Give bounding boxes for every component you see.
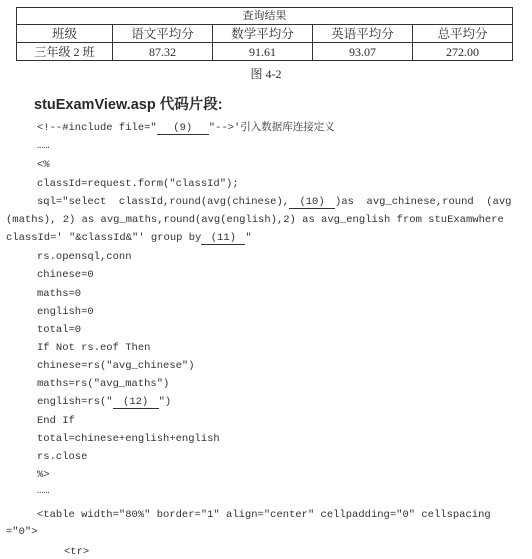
header-total-avg: 总平均分	[413, 25, 513, 43]
code-line: chinese=0	[37, 269, 94, 281]
code-line: rs.close	[37, 451, 88, 463]
code-line: english=0	[37, 306, 94, 318]
cell-english-avg: 93.07	[313, 43, 413, 61]
code-line: <tr>	[64, 546, 90, 558]
cell-chinese-avg: 87.32	[113, 43, 213, 61]
blank-11: (11)	[201, 232, 245, 245]
code-line: If Not rs.eof Then	[37, 342, 151, 354]
code-ellipsis: ……	[37, 485, 50, 497]
cell-class: 三年级 2 班	[17, 43, 113, 61]
code-line-sql: sql="select classId,round(avg(chinese), (10) )as avg_chinese,round (avg	[37, 196, 512, 208]
blank-10: (10)	[289, 196, 335, 209]
cell-maths-avg: 91.61	[213, 43, 313, 61]
code-line-english: english=rs(" (12) ")	[37, 396, 172, 408]
header-maths-avg: 数学平均分	[213, 25, 313, 43]
figure-label: 图 4-2	[250, 67, 282, 81]
code-line: <%	[37, 159, 50, 171]
code-line-include: <!--#include file=" (9) "-->'引入数据库连接定义	[37, 122, 335, 134]
code-line: classId=request.form("classId");	[37, 178, 239, 190]
header-english-avg: 英语平均分	[313, 25, 413, 43]
code-ellipsis: ……	[37, 140, 50, 152]
code-line: maths=0	[37, 288, 82, 300]
table-row	[17, 43, 513, 61]
code-line: maths=rs("avg_maths")	[37, 378, 170, 390]
code-line: (maths), 2) as avg_maths,round(avg(english),2) as avg_english from stuExamwhere	[6, 214, 504, 226]
code-line: rs.opensql,conn	[37, 251, 132, 263]
code-line: total=chinese+english+english	[37, 433, 220, 445]
header-class: 班级	[17, 25, 113, 43]
code-line: total=0	[37, 324, 82, 336]
code-line: <table width="80%" border="1" align="center" cellpadding="0" cellspacing	[37, 509, 491, 521]
blank-12: (12)	[113, 396, 159, 409]
table-header-row	[17, 25, 513, 43]
header-chinese-avg: 语文平均分	[113, 25, 213, 43]
table-caption: 查询结果	[17, 8, 513, 25]
code-line: chinese=rs("avg_chinese")	[37, 360, 195, 372]
code-line-groupby: classId=' "&classId&"' group by (11) "	[6, 232, 252, 244]
code-line: %>	[37, 469, 50, 481]
query-result-table	[16, 7, 513, 61]
table-caption-row	[17, 8, 513, 25]
blank-9: (9)	[157, 122, 209, 135]
code-line: End If	[37, 415, 75, 427]
code-line: ="0">	[6, 526, 38, 538]
cell-total-avg: 272.00	[413, 43, 513, 61]
section-title: stuExamView.asp 代码片段:	[34, 97, 223, 113]
